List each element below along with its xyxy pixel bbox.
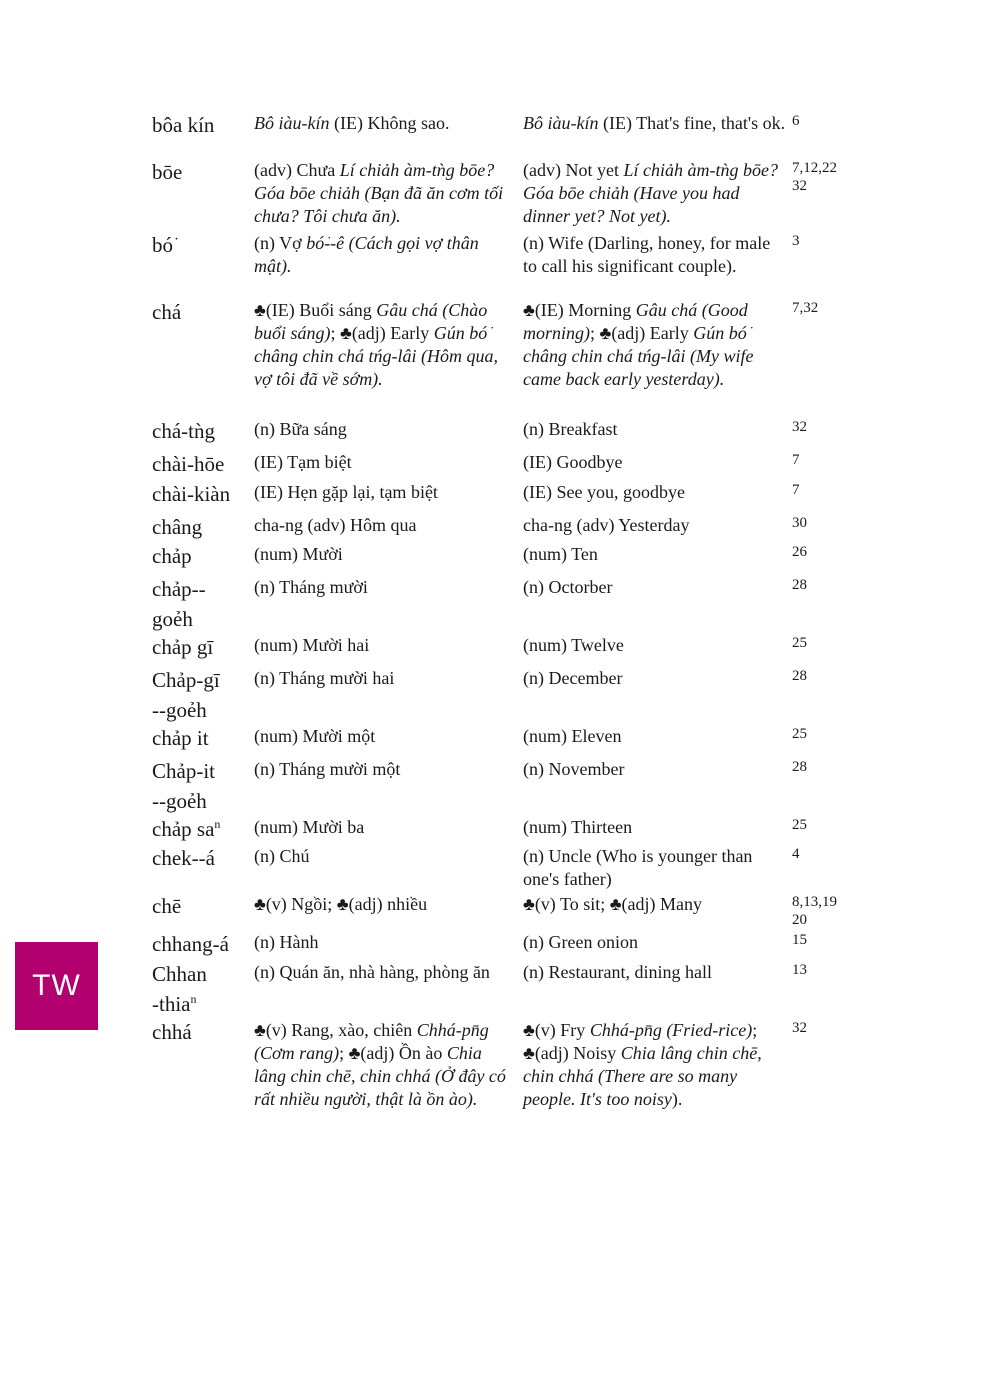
headword: bó͘ [152, 233, 173, 257]
lesson-reference: 26 [792, 544, 807, 560]
lesson-reference: 28 [792, 577, 807, 593]
lesson-reference: 7 [792, 482, 800, 498]
vietnamese-definition: (IE) Hẹn gặp lại, tạm biệt [254, 482, 438, 502]
vietnamese-definition: (num) Mười hai [254, 635, 370, 655]
english-definition: (n) Uncle (Who is younger than one's father) [523, 846, 753, 889]
lesson-reference: 3 [792, 233, 800, 249]
vietnamese-definition: Bô iàu-kín (IE) Không sao. [254, 113, 450, 133]
english-definition: (n) Wife (Darling, honey, for male to call his significant couple). [523, 233, 771, 276]
headword: chảp [152, 544, 192, 568]
vietnamese-definition: (n) Vợ bó͘--ê (Cách gọi vợ thân mật). [254, 233, 479, 276]
vietnamese-definition: (num) Mười ba [254, 817, 365, 837]
english-definition: (adv) Not yet Lí chiảh àm-tǹg bōe? Góa bōe chiảh (Have you had dinner yet? Not yet). [523, 160, 778, 226]
vietnamese-definition: (num) Mười [254, 544, 343, 564]
vietnamese-definition: ♣(v) Rang, xào, chiên Chhá-pn̄g (Cơm rang); ♣(adj) Ồn ào Chia lâng chin chē, chin chhá (Ở đây có rất nhiều người, thật là ồn ào). [254, 1020, 506, 1109]
lesson-reference: 4 [792, 846, 800, 862]
english-definition: ♣(v) To sit; ♣(adj) Many [523, 894, 703, 914]
english-definition: cha-ng (adv) Yesterday [523, 515, 690, 535]
lesson-reference: 25 [792, 817, 807, 833]
headword: bōe [152, 160, 183, 184]
english-definition: (n) Octorber [523, 577, 613, 597]
headword: Chảp-it --goẻh [152, 759, 215, 813]
headword: chảp $sa^n$ [152, 817, 221, 841]
english-definition: (n) December [523, 668, 623, 688]
vietnamese-definition: (n) Tháng mười hai [254, 668, 395, 688]
english-definition: (num) Thirteen [523, 817, 633, 837]
lesson-reference: 7,32 [792, 300, 819, 316]
vietnamese-definition: (n) Tháng mười một [254, 759, 401, 779]
lesson-reference: 28 [792, 668, 807, 684]
english-definition: ♣(v) Fry Chhá-pn̄g (Fried-rice); ♣(adj) Noisy Chia lâng chin chē, chin chhá (There are so many people. It's too noisy). [523, 1020, 762, 1109]
headword: chảp gī [152, 635, 214, 659]
english-definition: (n) Breakfast [523, 419, 618, 439]
vietnamese-definition: (n) Hành [254, 932, 319, 952]
lesson-reference: 25 [792, 726, 807, 742]
english-definition: (n) November [523, 759, 625, 779]
headword: chài-hōe [152, 452, 225, 476]
vietnamese-definition: (n) Quán ăn, nhà hàng, phòng ăn [254, 962, 490, 982]
headword: bôa kín [152, 113, 215, 137]
vietnamese-definition: (adv) Chưa Lí chiảh àm-tǹg bōe? Góa bōe chiảh (Bạn đã ăn cơm tối chưa? Tôi chưa ăn). [254, 160, 504, 226]
lesson-reference: 28 [792, 759, 807, 775]
lesson-reference: 32 [792, 1020, 807, 1036]
vietnamese-definition: ♣(IE) Buổi sáng Gâu chá (Chào buổi sáng); ♣(adj) Early Gún bó͘ châng chin chá tńg-lâi (Hôm qua, vợ tôi đã về sớm). [254, 300, 498, 389]
vietnamese-definition: (n) Chú [254, 846, 310, 866]
headword: chảp it [152, 726, 209, 750]
english-definition: (IE) Goodbye [523, 452, 623, 472]
headword: chē [152, 894, 182, 918]
headword: chhá [152, 1020, 192, 1044]
english-definition: (num) Eleven [523, 726, 622, 746]
vietnamese-definition: (IE) Tạm biệt [254, 452, 352, 472]
english-definition: (num) Twelve [523, 635, 624, 655]
english-definition: (IE) See you, goodbye [523, 482, 685, 502]
english-definition: (n) Green onion [523, 932, 638, 952]
lesson-reference: 15 [792, 932, 807, 948]
tw-tab-label: TW [32, 969, 81, 1002]
headword: chài-kiàn [152, 482, 231, 506]
headword: Chhan -thia$^n$ [152, 962, 207, 1016]
vietnamese-definition: (n) Tháng mười [254, 577, 368, 597]
headword: chá-tǹg [152, 419, 215, 443]
english-definition: (num) Ten [523, 544, 598, 564]
lesson-reference: 7,12,22 32 [792, 160, 837, 194]
headword: châng [152, 515, 203, 539]
english-definition: ♣(IE) Morning Gâu chá (Good morning); ♣(adj) Early Gún bó͘ châng chin chá tńg-lâi (My wife came back early yesterday). [523, 300, 754, 389]
tw-section-tab [15, 942, 98, 1030]
headword: chá [152, 300, 182, 324]
lesson-reference: 30 [792, 515, 807, 531]
headword: Chảp-gī --goẻh [152, 668, 220, 722]
vietnamese-definition: cha-ng (adv) Hôm qua [254, 515, 417, 535]
headword: chek--á [152, 846, 215, 870]
vietnamese-definition: (num) Mười một [254, 726, 376, 746]
lesson-reference: 13 [792, 962, 807, 978]
vietnamese-definition: ♣(v) Ngồi; ♣(adj) nhiều [254, 894, 428, 914]
lesson-reference: 6 [792, 113, 800, 129]
lesson-reference: 7 [792, 452, 800, 468]
vietnamese-definition: (n) Bữa sáng [254, 419, 347, 439]
lesson-reference: 32 [792, 419, 807, 435]
english-definition: Bô iàu-kín (IE) That's fine, that's ok. [523, 113, 786, 133]
lesson-reference: 8,13,19 20 [792, 894, 837, 928]
headword: chhang-á [152, 932, 229, 956]
lesson-reference: 25 [792, 635, 807, 651]
headword: chảp-- goẻh [152, 577, 206, 631]
english-definition: (n) Restaurant, dining hall [523, 962, 712, 982]
